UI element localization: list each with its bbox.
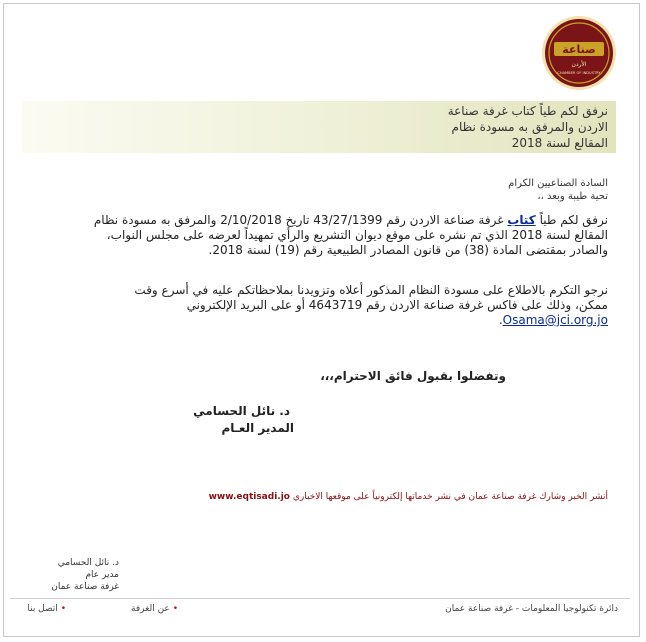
signature-name: د. نائل الحسامي bbox=[193, 404, 290, 418]
promo-line bbox=[209, 492, 608, 502]
footer-divider bbox=[10, 598, 630, 599]
paragraph-1-prefix: نرفق لكم طياً bbox=[535, 213, 608, 227]
sender-name: د. نائل الحسامي bbox=[57, 558, 119, 568]
footer-department: دائرة تكنولوجيا المعلومات - غرفة صناعة عمان bbox=[445, 604, 618, 614]
paragraph-2 bbox=[18, 283, 608, 328]
logo-subtext: الأردن bbox=[571, 61, 587, 68]
footer-about-link[interactable] bbox=[131, 604, 178, 614]
logo-text: صناعة bbox=[562, 43, 596, 56]
paragraph-1-line-1 bbox=[18, 213, 608, 228]
paragraph-1-line-2: المقالع لسنة 2018 الذي تم نشره على موقع ديوان التشريع والرأي تمهيداً لعرضه على مجلس النواب، bbox=[106, 228, 608, 242]
paragraph-1-line-3: والصادر بمقتضى المادة (38) من قانون المصادر الطبيعية رقم (19) لسنة 2018. bbox=[208, 243, 608, 257]
footer-contact-link[interactable] bbox=[27, 604, 66, 614]
banner-line-2: الاردن والمرفق به مسودة نظام bbox=[451, 120, 608, 134]
chamber-logo-icon bbox=[540, 14, 618, 92]
paragraph-2-line-2: ممكن، وذلك على فاكس غرفة صناعة الاردن رقم 4643719 أو على البريد الإلكتروني bbox=[186, 298, 608, 312]
footer-about-label: عن الغرفة bbox=[131, 604, 170, 614]
email-period: . bbox=[498, 313, 503, 327]
closing-text: وتفضلوا بقبول فائق الاحترام،،، bbox=[320, 369, 506, 383]
bullet-icon: • bbox=[60, 604, 66, 614]
letter-link[interactable]: كتاب bbox=[507, 213, 536, 227]
sender-title: مدير عام bbox=[85, 570, 119, 580]
logo-english-text: CHAMBER OF INDUSTRY bbox=[557, 71, 601, 75]
promo-text: أنشر الخبر وشارك غرفة صناعة عمان في نشر خدماتها إلكترونياً على موقعها الاخباري bbox=[292, 492, 608, 502]
promo-site-link[interactable]: www.eqtisadi.jo bbox=[208, 492, 290, 502]
banner-line-3: المقالع لسنة 2018 bbox=[511, 136, 608, 150]
banner-line-1: نرفق لكم طياً كتاب غرفة صناعة bbox=[447, 104, 608, 118]
footer-contact-label: اتصل بنا bbox=[27, 604, 58, 614]
paragraph-1 bbox=[18, 213, 608, 258]
sender-org: غرفة صناعة عمان bbox=[51, 582, 119, 592]
paragraph-2-line-1: نرجو التكرم بالاطلاع على مسودة النظام المذكور أعلاه وتزويدنا بملاحظاتكم عليه في أسرع وقت bbox=[134, 283, 608, 297]
paragraph-2-line-3 bbox=[18, 313, 608, 328]
bullet-icon: • bbox=[172, 604, 178, 614]
paragraph-1-rest: غرفة صناعة الاردن رقم 43/27/1399 تاريخ 2/10/2018 والمرفق به مسودة نظام bbox=[93, 213, 508, 227]
subject-banner bbox=[22, 101, 616, 153]
email-link[interactable]: Osama@jci.org.jo bbox=[502, 313, 608, 327]
greeting-line-1: السادة الصناعيين الكرام bbox=[508, 178, 608, 189]
greeting-line-2: تحية طيبة وبعد ،، bbox=[537, 191, 608, 202]
signature-title: المدير العـام bbox=[221, 421, 294, 435]
